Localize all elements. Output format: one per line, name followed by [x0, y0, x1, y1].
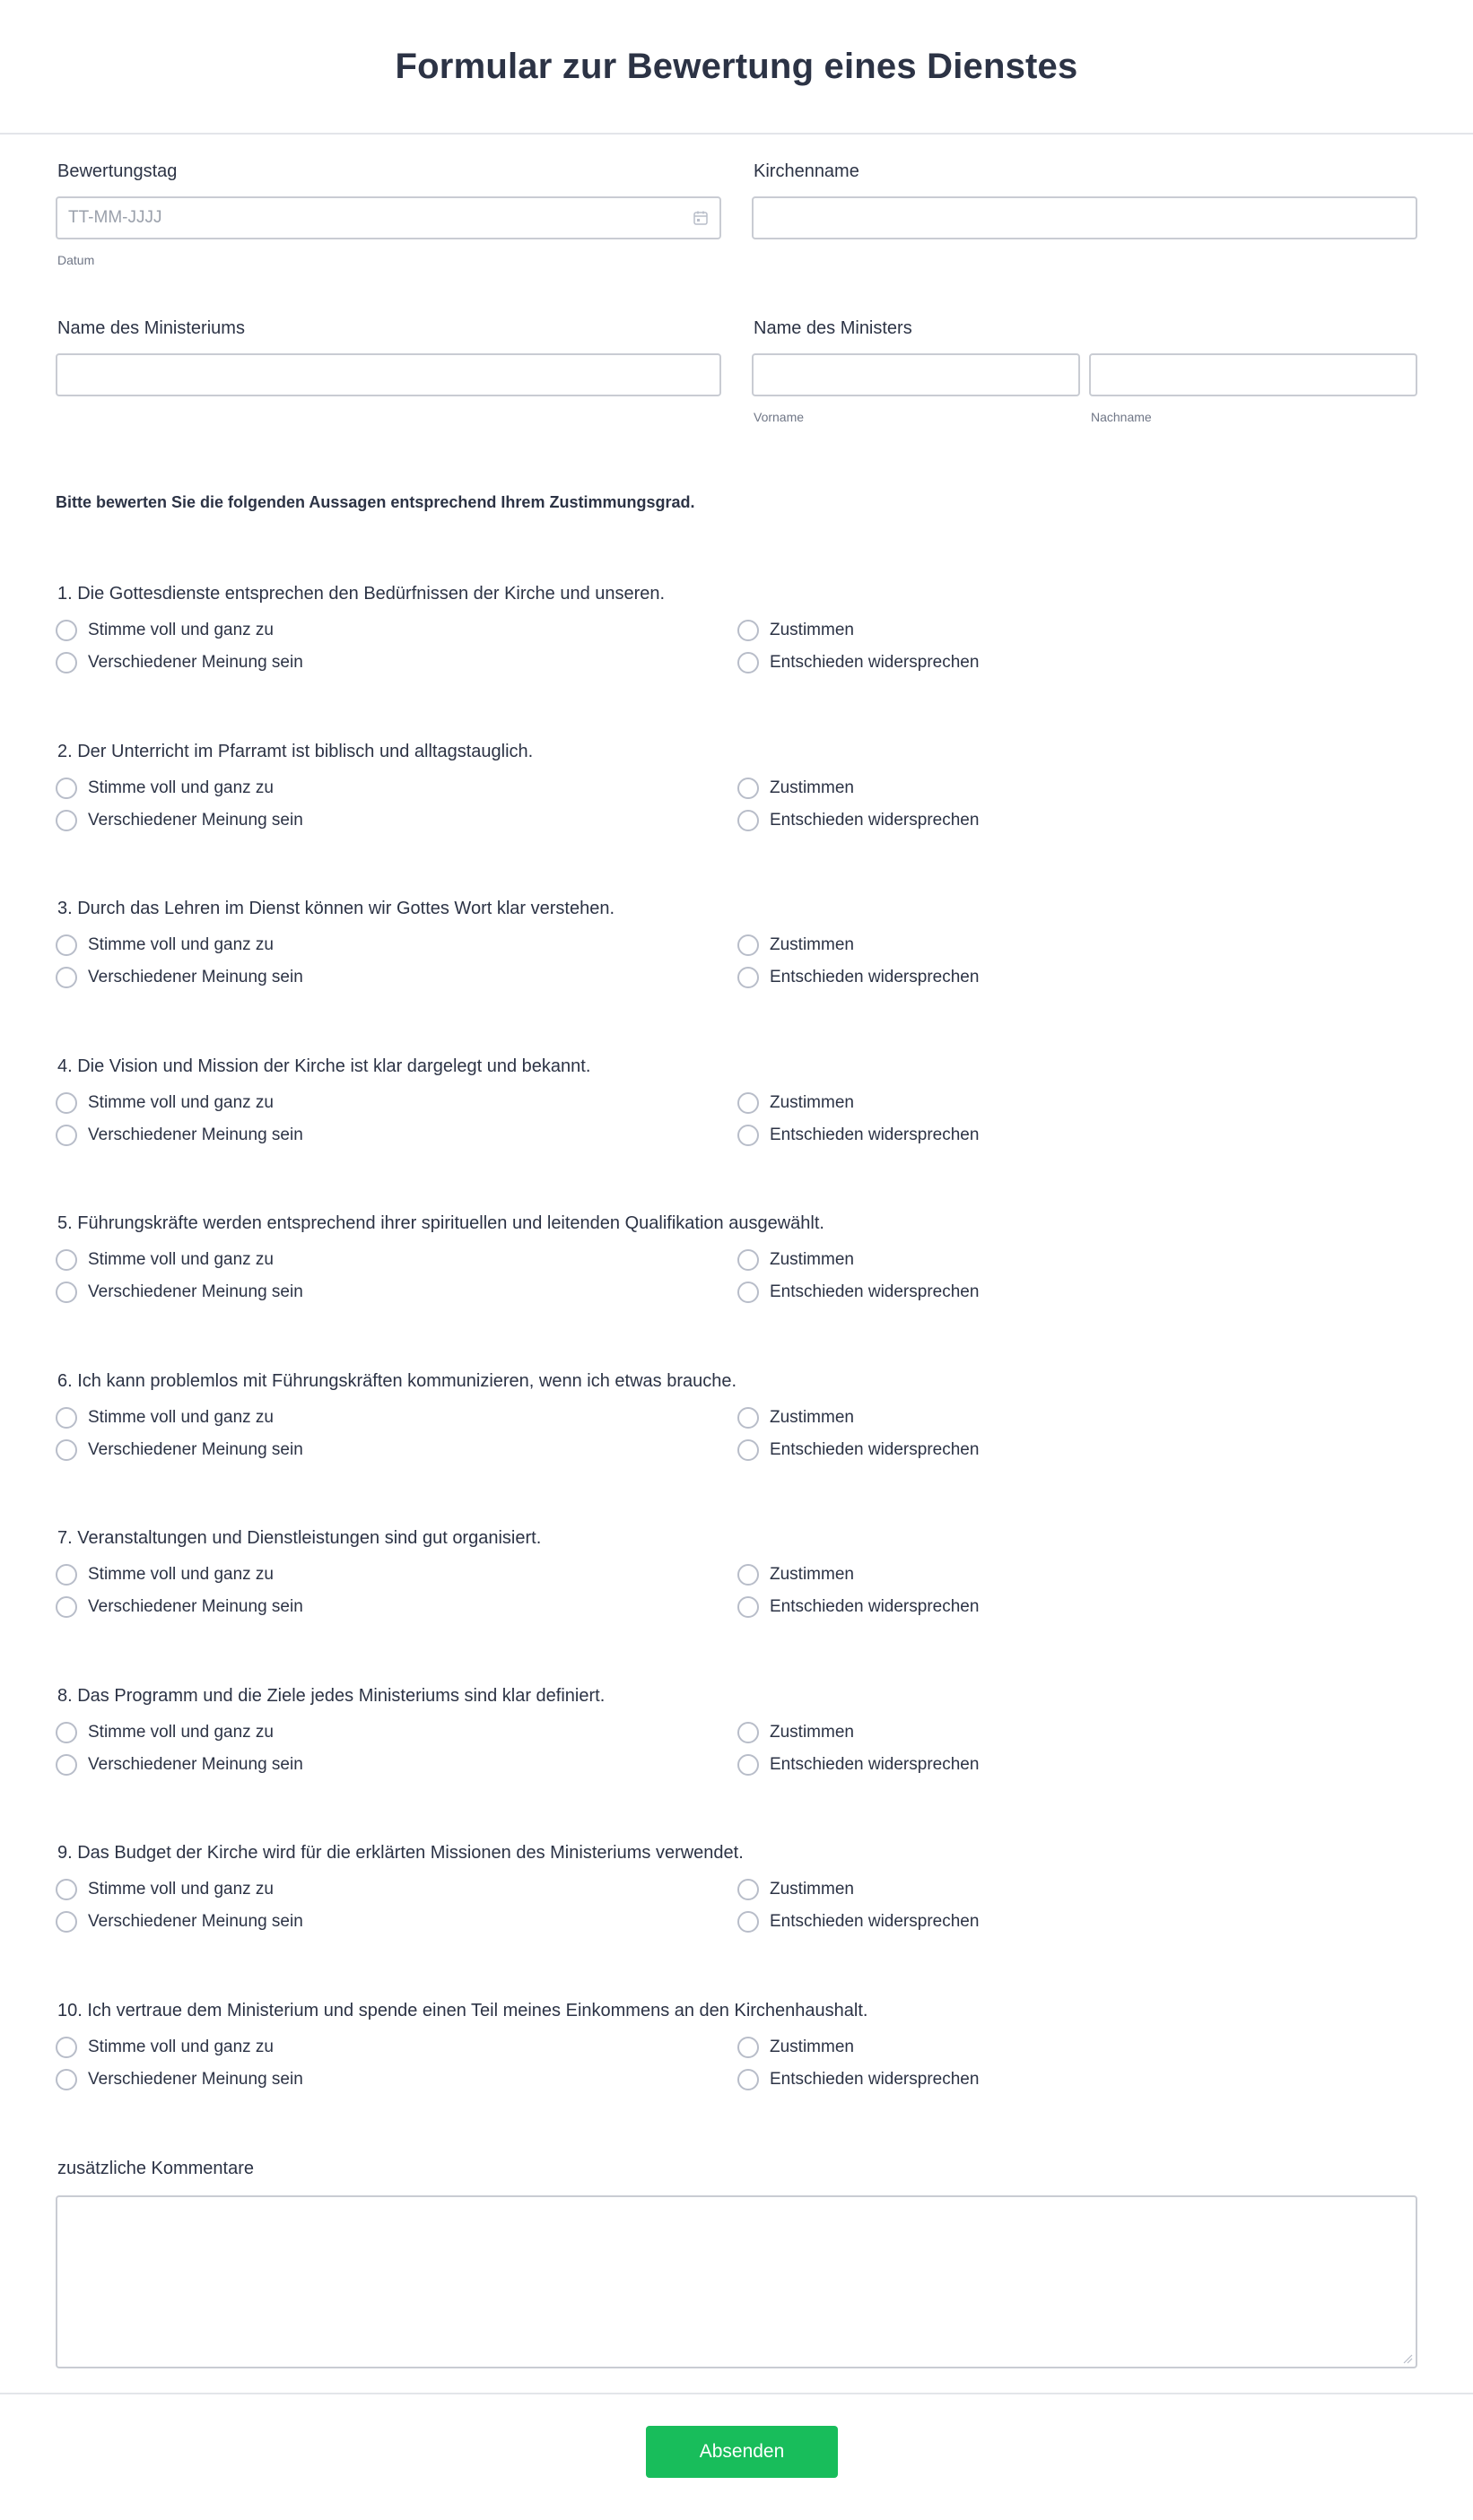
question-block [56, 584, 1419, 691]
option-strongly-agree[interactable] [56, 1092, 274, 1114]
radio-unchecked-icon[interactable] [56, 2069, 77, 2090]
option-label: Entschieden widersprechen [770, 1755, 980, 1774]
radio-unchecked-icon[interactable] [56, 1125, 77, 1146]
option-agree[interactable] [737, 2037, 854, 2058]
date-field[interactable] [56, 196, 721, 239]
option-label: Entschieden widersprechen [770, 811, 980, 830]
first-name-sublabel: Vorname [754, 410, 805, 424]
radio-unchecked-icon[interactable] [56, 934, 77, 956]
option-label: Stimme voll und ganz zu [88, 1723, 274, 1742]
radio-unchecked-icon[interactable] [737, 1879, 759, 1900]
rating-instructions: Bitte bewerten Sie die folgenden Aussagen entsprechend Ihrem Zustimmungsgrad. [56, 493, 695, 511]
option-agree[interactable] [737, 1722, 854, 1743]
radio-unchecked-icon[interactable] [737, 810, 759, 831]
option-label: Entschieden widersprechen [770, 1282, 980, 1301]
date-label: Bewertungstag [57, 161, 178, 181]
radio-unchecked-icon[interactable] [56, 652, 77, 673]
option-strongly-disagree[interactable] [737, 1754, 979, 1776]
option-strongly-disagree[interactable] [737, 1125, 979, 1146]
radio-unchecked-icon[interactable] [737, 1249, 759, 1271]
radio-unchecked-icon[interactable] [737, 1596, 759, 1618]
question-title: 4. Die Vision und Mission der Kirche ist klar dargelegt und bekannt. [57, 1056, 591, 1076]
option-label: Stimme voll und ganz zu [88, 935, 274, 954]
option-disagree[interactable] [56, 1911, 303, 1933]
option-label: Verschiedener Meinung sein [88, 1755, 303, 1774]
option-label: Zustimmen [770, 935, 854, 954]
question-block [56, 1528, 1419, 1636]
ministry-name-input[interactable] [57, 355, 719, 395]
option-label: Stimme voll und ganz zu [88, 1250, 274, 1269]
option-strongly-agree[interactable] [56, 620, 274, 641]
option-label: Verschiedener Meinung sein [88, 1440, 303, 1459]
question-block [56, 1686, 1419, 1794]
option-label: Zustimmen [770, 1250, 854, 1269]
option-label: Zustimmen [770, 778, 854, 797]
option-agree[interactable] [737, 1879, 854, 1900]
comments-label: zusätzliche Kommentare [57, 2159, 254, 2178]
last-name-field[interactable] [1089, 353, 1417, 396]
radio-unchecked-icon[interactable] [56, 1407, 77, 1429]
date-sublabel: Datum [57, 253, 95, 267]
option-strongly-agree[interactable] [56, 2037, 274, 2058]
ministry-name-field[interactable] [56, 353, 721, 396]
option-label: Stimme voll und ganz zu [88, 1880, 274, 1899]
option-strongly-agree[interactable] [56, 1722, 274, 1743]
radio-unchecked-icon[interactable] [737, 652, 759, 673]
submit-button[interactable]: Absenden [646, 2426, 838, 2478]
radio-unchecked-icon[interactable] [737, 1407, 759, 1429]
option-disagree[interactable] [56, 1754, 303, 1776]
question-block [56, 1371, 1419, 1479]
option-label: Stimme voll und ganz zu [88, 1093, 274, 1112]
option-label: Zustimmen [770, 2038, 854, 2056]
radio-unchecked-icon[interactable] [56, 1596, 77, 1618]
option-disagree[interactable] [56, 1596, 303, 1618]
radio-unchecked-icon[interactable] [737, 1092, 759, 1114]
radio-unchecked-icon[interactable] [56, 967, 77, 988]
radio-unchecked-icon[interactable] [737, 934, 759, 956]
radio-unchecked-icon[interactable] [737, 620, 759, 641]
option-strongly-agree[interactable] [56, 1879, 274, 1900]
radio-unchecked-icon[interactable] [737, 1282, 759, 1303]
radio-unchecked-icon[interactable] [737, 1911, 759, 1933]
option-strongly-agree[interactable] [56, 1407, 274, 1429]
option-label: Entschieden widersprechen [770, 653, 980, 672]
option-label: Verschiedener Meinung sein [88, 811, 303, 830]
option-label: Entschieden widersprechen [770, 2070, 980, 2089]
option-label: Entschieden widersprechen [770, 968, 980, 986]
option-strongly-disagree[interactable] [737, 1439, 979, 1461]
option-agree[interactable] [737, 1407, 854, 1429]
option-disagree[interactable] [56, 810, 303, 831]
radio-unchecked-icon[interactable] [737, 1439, 759, 1461]
option-disagree[interactable] [56, 2069, 303, 2090]
option-label: Entschieden widersprechen [770, 1912, 980, 1931]
form-header [0, 0, 1473, 135]
question-title: 2. Der Unterricht im Pfarramt ist biblisch und alltagstauglich. [57, 742, 534, 761]
church-label: Kirchenname [754, 161, 859, 181]
option-label: Stimme voll und ganz zu [88, 1565, 274, 1584]
question-title: 10. Ich vertraue dem Ministerium und spende einen Teil meines Einkommens an den Kirchenhaushalt. [57, 2001, 868, 2020]
option-agree[interactable] [737, 1092, 854, 1114]
radio-unchecked-icon[interactable] [56, 1879, 77, 1900]
radio-unchecked-icon[interactable] [56, 778, 77, 799]
option-strongly-disagree[interactable] [737, 967, 979, 988]
question-title: 7. Veranstaltungen und Dienstleistungen sind gut organisiert. [57, 1528, 542, 1548]
question-title: 5. Führungskräfte werden entsprechend ihrer spirituellen und leitenden Qualifikation ausgewählt. [57, 1213, 824, 1233]
option-disagree[interactable] [56, 652, 303, 673]
option-label: Entschieden widersprechen [770, 1597, 980, 1616]
option-strongly-agree[interactable] [56, 1564, 274, 1586]
option-label: Zustimmen [770, 1565, 854, 1584]
question-block [56, 1213, 1419, 1321]
option-strongly-disagree[interactable] [737, 810, 979, 831]
option-label: Verschiedener Meinung sein [88, 1282, 303, 1301]
radio-unchecked-icon[interactable] [737, 1125, 759, 1146]
option-label: Entschieden widersprechen [770, 1125, 980, 1144]
option-label: Verschiedener Meinung sein [88, 2070, 303, 2089]
radio-unchecked-icon[interactable] [56, 1092, 77, 1114]
question-title: 1. Die Gottesdienste entsprechen den Bedürfnissen der Kirche und unseren. [57, 584, 666, 604]
comments-textarea[interactable] [57, 2197, 1416, 2367]
option-strongly-disagree[interactable] [737, 2069, 979, 2090]
option-agree[interactable] [737, 934, 854, 956]
option-agree[interactable] [737, 1249, 854, 1271]
footer-divider [0, 2393, 1473, 2394]
resize-grip-icon[interactable] [1402, 2353, 1413, 2364]
calendar-icon[interactable] [693, 210, 709, 226]
ministry-label: Name des Ministeriums [57, 318, 245, 338]
option-strongly-agree[interactable] [56, 778, 274, 799]
radio-unchecked-icon[interactable] [737, 778, 759, 799]
option-strongly-disagree[interactable] [737, 1282, 979, 1303]
question-title: 6. Ich kann problemlos mit Führungskräften kommunizieren, wenn ich etwas brauche. [57, 1371, 737, 1391]
radio-unchecked-icon[interactable] [56, 620, 77, 641]
option-agree[interactable] [737, 778, 854, 799]
option-strongly-agree[interactable] [56, 1249, 274, 1271]
question-title: 3. Durch das Lehren im Dienst können wir Gottes Wort klar verstehen. [57, 899, 615, 918]
question-block [56, 742, 1419, 849]
option-label: Stimme voll und ganz zu [88, 2038, 274, 2056]
option-label: Zustimmen [770, 621, 854, 639]
option-label: Verschiedener Meinung sein [88, 1125, 303, 1144]
radio-unchecked-icon[interactable] [56, 1564, 77, 1586]
radio-unchecked-icon[interactable] [56, 1439, 77, 1461]
option-label: Zustimmen [770, 1723, 854, 1742]
option-label: Verschiedener Meinung sein [88, 1912, 303, 1931]
radio-unchecked-icon[interactable] [737, 1722, 759, 1743]
option-label: Verschiedener Meinung sein [88, 968, 303, 986]
question-block [56, 1843, 1419, 1951]
radio-unchecked-icon[interactable] [56, 810, 77, 831]
radio-unchecked-icon[interactable] [737, 2037, 759, 2058]
radio-unchecked-icon[interactable] [56, 1249, 77, 1271]
option-disagree[interactable] [56, 967, 303, 988]
radio-unchecked-icon[interactable] [737, 1754, 759, 1776]
first-name-input[interactable] [754, 355, 1078, 395]
question-block [56, 2001, 1419, 2108]
minister-label: Name des Ministers [754, 318, 912, 338]
radio-unchecked-icon[interactable] [737, 2069, 759, 2090]
option-label: Zustimmen [770, 1880, 854, 1899]
last-name-sublabel: Nachname [1091, 410, 1152, 424]
radio-unchecked-icon[interactable] [56, 2037, 77, 2058]
comments-field[interactable] [56, 2195, 1417, 2368]
radio-unchecked-icon[interactable] [56, 1722, 77, 1743]
radio-unchecked-icon[interactable] [56, 1911, 77, 1933]
option-disagree[interactable] [56, 1439, 303, 1461]
option-agree[interactable] [737, 620, 854, 641]
option-strongly-disagree[interactable] [737, 1596, 979, 1618]
option-label: Stimme voll und ganz zu [88, 778, 274, 797]
radio-unchecked-icon[interactable] [56, 1754, 77, 1776]
option-disagree[interactable] [56, 1125, 303, 1146]
option-strongly-agree[interactable] [56, 934, 274, 956]
option-disagree[interactable] [56, 1282, 303, 1303]
option-label: Zustimmen [770, 1408, 854, 1427]
option-label: Verschiedener Meinung sein [88, 1597, 303, 1616]
church-name-input[interactable] [754, 198, 1416, 238]
option-label: Entschieden widersprechen [770, 1440, 980, 1459]
question-block [56, 1056, 1419, 1164]
option-agree[interactable] [737, 1564, 854, 1586]
question-title: 9. Das Budget der Kirche wird für die erklärten Missionen des Ministeriums verwendet. [57, 1843, 744, 1863]
last-name-input[interactable] [1091, 355, 1416, 395]
first-name-field[interactable] [752, 353, 1080, 396]
question-block [56, 899, 1419, 1006]
date-input[interactable] [57, 198, 719, 238]
question-title: 8. Das Programm und die Ziele jedes Ministeriums sind klar definiert. [57, 1686, 606, 1706]
option-label: Zustimmen [770, 1093, 854, 1112]
option-strongly-disagree[interactable] [737, 652, 979, 673]
option-strongly-disagree[interactable] [737, 1911, 979, 1933]
option-label: Verschiedener Meinung sein [88, 653, 303, 672]
radio-unchecked-icon[interactable] [737, 1564, 759, 1586]
radio-unchecked-icon[interactable] [56, 1282, 77, 1303]
form-title: Formular zur Bewertung eines Dienstes [395, 46, 1078, 86]
radio-unchecked-icon[interactable] [737, 967, 759, 988]
option-label: Stimme voll und ganz zu [88, 1408, 274, 1427]
church-name-field[interactable] [752, 196, 1417, 239]
option-label: Stimme voll und ganz zu [88, 621, 274, 639]
